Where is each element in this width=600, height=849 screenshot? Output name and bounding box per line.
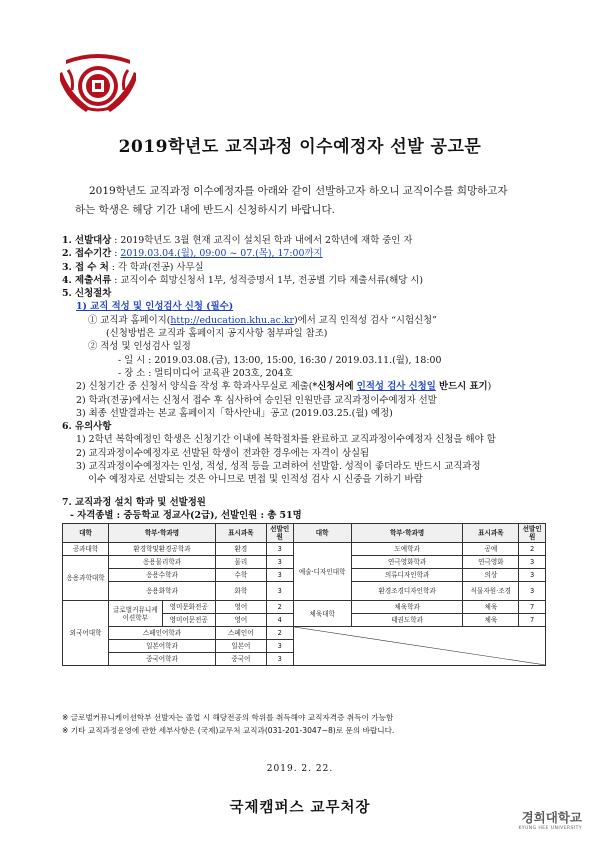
header-subject: 표시과목 [215,524,266,543]
education-homepage-link[interactable]: http://education.khu.ac.kr [170,314,295,326]
procedure-step-3: 2) 학과(전공)에서는 신청서 접수 후 심사하여 승인된 인원만큼 교직과정이수예정자 선발 [76,394,437,406]
table-row: 응용수학과 수학 3 의류디자인학과 의상 3 [63,569,546,582]
footnotes [62,712,562,737]
table-row: 외국어대학 글로벌커뮤니케이션학부 영미문화전공 영어 2 체육대학 체육학과 체육 7 [63,601,546,614]
notice-items [62,234,562,487]
procedure-step-1b: ② 적성 및 인성검사 일정 [88,341,191,353]
header-quota: 선발인원 [266,524,293,543]
quota-table [62,523,546,666]
item-procedure: 5. 신청절차 [62,288,112,300]
university-seal-icon [60,50,136,116]
table-row: 일본어학과 일본어 3 [63,640,546,653]
table-row: 공과대학 환경학및환경공학과 환경 3 예술·디자인대학 도예학과 공예 2 [63,543,546,556]
footnote: ※ 기타 교직과정운영에 관한 세부사항은 (국제)교무처 교직과(031-201-3047~8)로 문의 바랍니다. [62,725,395,735]
procedure-step-1a: ① 교직과 홈페이지(http://education.khu.ac.kr)에서 교직 인적성 검사 “시험신청” [88,314,437,326]
header-quota: 선발인원 [519,524,546,543]
table-header-row [63,524,546,543]
procedure-step-4: 3) 최종 선발결과는 본교 홈페이지「학사안내」공고 (2019.03.25.(월) 예정) [76,407,393,419]
caution-3: 3) 교직과정이수예정자는 인성, 적성, 성적 등을 고려하여 선발함. 성적이 좋더라도 반드시 교직과정 [76,461,481,473]
procedure-note: (신청방법은 교직과 홈페이지 공지사항 첨부파일 참조) [106,328,328,340]
caution-1: 1) 2학년 복학예정인 학생은 신청기간 이내에 복학절차를 완료하고 교직과정이수예정자 신청을 해야 함 [76,434,496,446]
schedule-date: - 일 시 : 2019.03.08.(금), 13:00, 15:00, 16:30 / 2019.03.11.(월), 18:00 [118,354,442,366]
diagonal-line [294,627,545,665]
table-row: 응용화학과 화학 3 환경조경디자인학과 식물자원·조경 3 [63,582,546,601]
schedule-place: - 장 소 : 멀티미디어 교육관 203호, 204호 [118,367,293,379]
header-dept: 학부·학과명 [109,524,216,543]
item-cautions: 6. 유의사항 [62,421,112,433]
header-dept: 학부·학과명 [351,524,463,543]
page-title: 2019학년도 교직과정 이수예정자 선발 공고문 [118,137,482,157]
table-row: 응용과학대학 응용물리학과 물리 3 연극영화학과 연극영화 3 [63,556,546,569]
section-7 [62,496,302,522]
caution-2: 2) 교직과정이수예정자로 선발된 학생이 전과한 경우에는 자격이 상실됨 [76,447,370,459]
table-row: 스페인어학과 스페인어 2 [63,627,546,640]
item-period: 2. 접수기간 : 2019.03.04.(월), 09:00 ~ 07.(목), 17:00까지 [62,248,323,260]
item-office: 3. 접 수 처 : 각 학과(전공) 사무실 [62,261,204,273]
period-value: 2019.03.04.(월), 09:00 ~ 07.(목), 17:00까지 [120,248,323,260]
procedure-step-2: 2) 신청기간 중 신청서 양식을 작성 후 학과사무실로 제출(*신청서에 인적성 검사 신청일 반드시 표기) [76,381,492,393]
empty-cell [293,627,545,666]
caution-3-cont: 이수 예정자로 선발되는 것은 아니므로 면접 및 인적성 검사 시 신중을 기하기 바람 [88,474,423,486]
header-college: 대학 [293,524,351,543]
logo-korean: 경희대학교 [521,810,582,825]
intro-paragraph [75,182,555,220]
logo-english: KYUNG HEE UNIVERSITY [518,826,582,831]
intro-line: 2019학년도 교직과정 이수예정자를 아래와 같이 선발하고자 하오니 교직이수를 희망하고자 [89,185,508,197]
item-documents: 4. 제출서류 : 교직이수 희망신청서 1부, 성적증명서 1부, 전공별 기타 제출서류(해당 시) [62,274,424,286]
item-target: 1. 선발대상 : 2019학년도 3월 현재 교직이 설치된 학과 내에서 2학년에 재학 중인 자 [62,235,413,246]
table-row: 영미어문전공 영어 4 태권도학과 체육 7 [63,614,546,627]
section-7-title: 7. 교직과정 설치 학과 및 선발정원 [62,497,206,508]
signature: 국제캠퍼스 교무처장 [229,799,371,816]
university-logo [504,808,582,831]
procedure-step-1: 1) 교직 적성 및 인성검사 신청 (필수) [76,301,234,313]
header-college: 대학 [63,524,109,543]
header-subject: 표시과목 [463,524,519,543]
intro-line: 하는 학생은 해당 기간 내에 반드시 신청하시기 바랍니다. [75,204,335,216]
table-row: 중국어학과 중국어 3 [63,653,546,666]
issue-date: 2019. 2. 22. [266,764,334,774]
section-7-sub: - 자격종별 : 중등학교 정교사(2급), 선발인원 : 총 51명 [70,510,302,521]
footnote: ※ 글로벌커뮤니케이션학부 선발자는 졸업 시 해당전공의 학위를 취득해야 교직자격증 취득이 가능함 [62,713,394,722]
